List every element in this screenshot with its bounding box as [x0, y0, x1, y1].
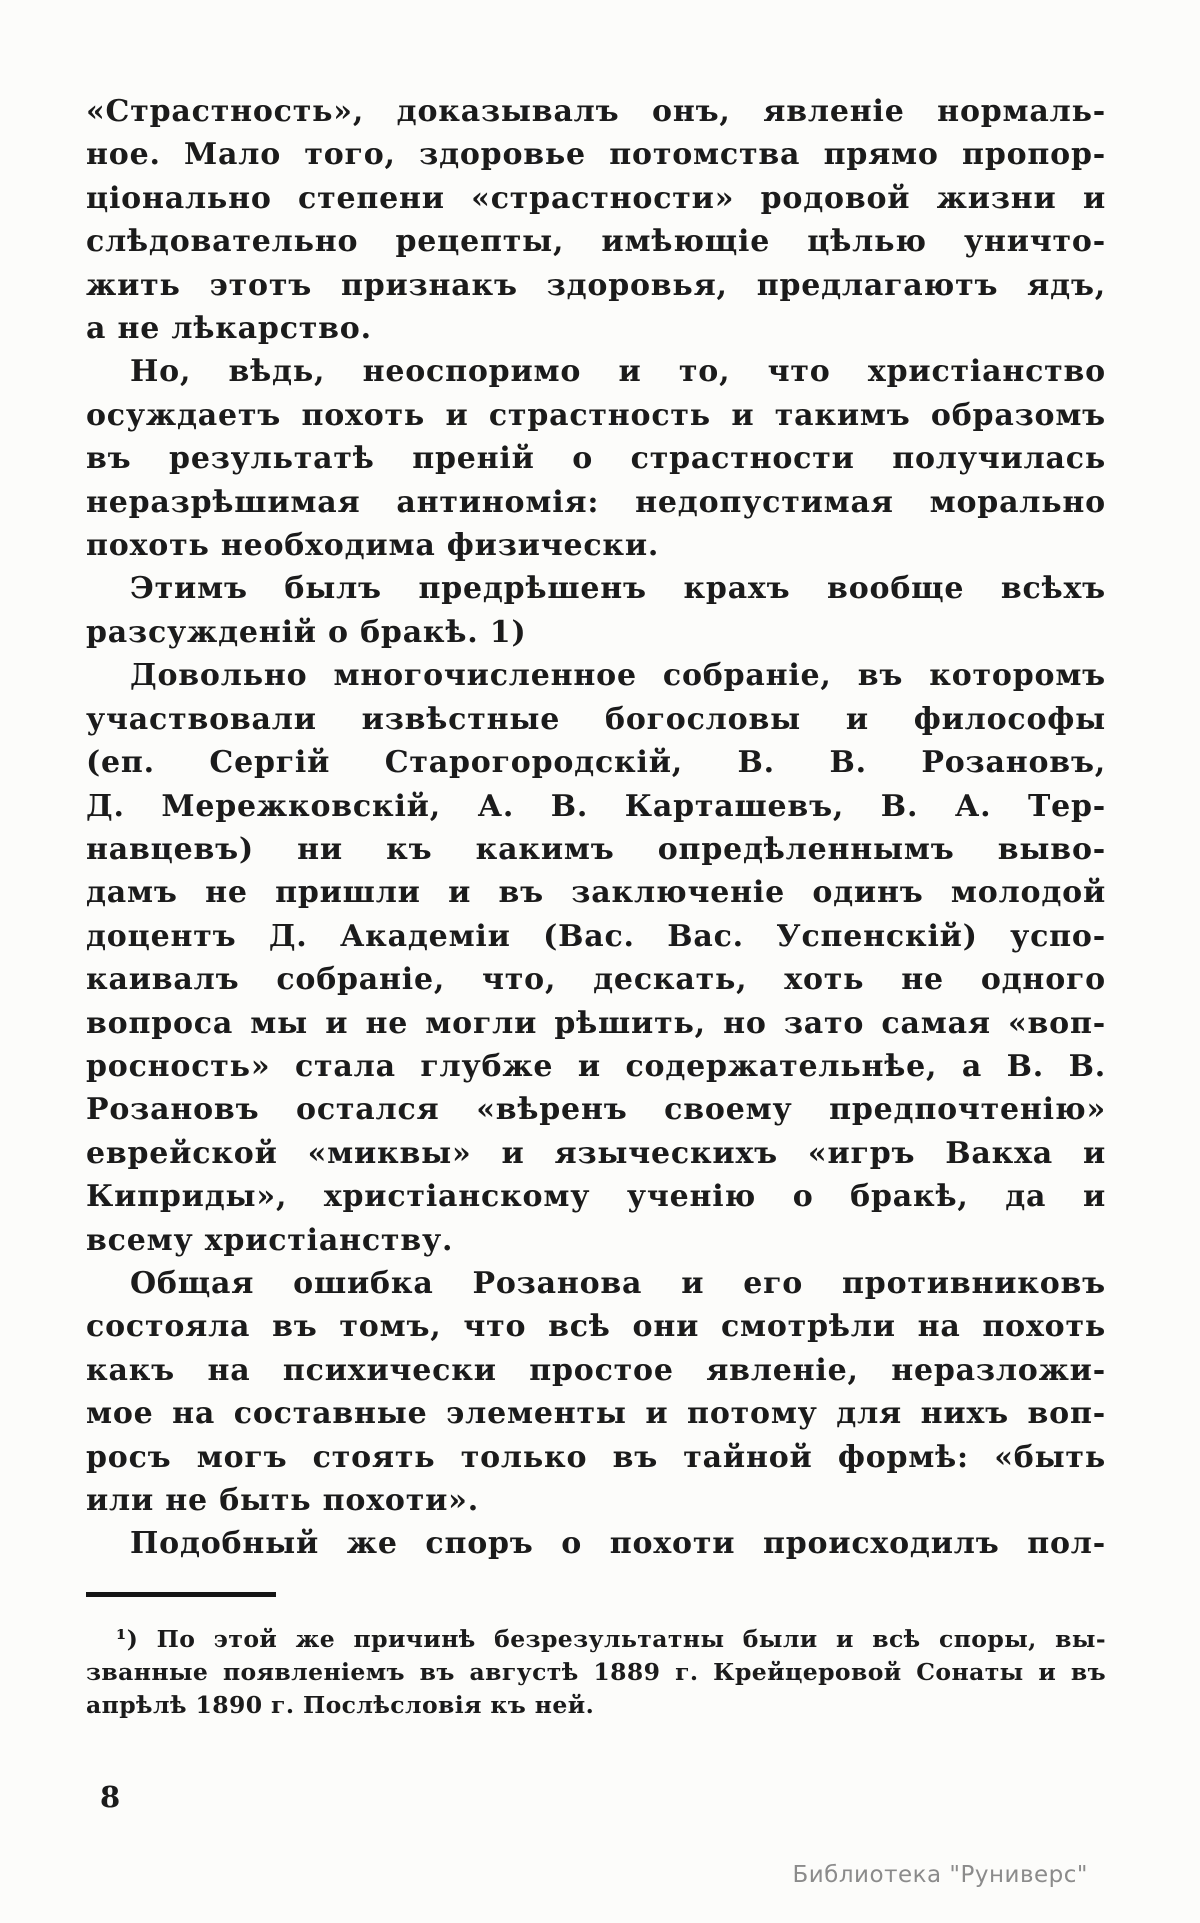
body-text-line: навцевъ) ни къ какимъ опредѣленнымъ выво-	[86, 831, 1106, 867]
footnote	[86, 1623, 1106, 1722]
body-text-line: осуждаетъ похоть и страстность и такимъ образомъ	[86, 397, 1106, 433]
body-text-line: Д. Мережковскій, А. В. Карташевъ, В. А. Тер-	[86, 788, 1106, 824]
body-text-line: Общая ошибка Розанова и его противниковъ	[130, 1265, 1106, 1301]
body-text-line: или не быть похоти».	[86, 1483, 479, 1518]
body-text-line: еврейской «миквы» и языческихъ «игръ Вакха и	[86, 1135, 1106, 1171]
body-text-line: Киприды», христіанскому ученію о бракѣ, да и	[86, 1179, 1106, 1215]
body-text-line: какъ на психически простое явленіе, неразложи-	[86, 1352, 1106, 1388]
body-text-line: ціонально степени «страстности» родовой жизни и	[86, 180, 1106, 216]
body-text-line: ное. Мало того, здоровье потомства прямо пропор-	[86, 137, 1106, 173]
body-text-line: слѣдовательно рецепты, имѣющіе цѣлью уничто-	[86, 224, 1106, 260]
body-text-line: Этимъ былъ предрѣшенъ крахъ вообще всѣхъ	[130, 571, 1106, 607]
body-text-line: мое на составные элементы и потому для нихъ воп-	[86, 1396, 1106, 1432]
body-text-line: а не лѣкарство.	[86, 311, 372, 347]
body-text-line: всему христіанству.	[86, 1222, 454, 1258]
text-block	[86, 90, 1106, 1722]
body-text-line: похоть необходима физически.	[86, 528, 660, 564]
footnote-text-line: ¹) По этой же причинѣ безрезультатны были и всѣ споры, вы-	[116, 1624, 1106, 1653]
body-text-line: каивалъ собраніе, что, дескать, хоть не одного	[86, 962, 1106, 998]
footnote-text-line: званные появленіемъ въ августѣ 1889 г. Крейцеровой Сонаты и въ	[86, 1657, 1106, 1686]
body-text-line: въ результатѣ преній о страстности получилась	[86, 441, 1106, 477]
body-text-line: Довольно многочисленное собраніе, въ которомъ	[130, 658, 1106, 694]
body-text-line: Розановъ остался «вѣренъ своему предпочтенію»	[86, 1092, 1106, 1128]
body-text-line: неразрѣшимая антиномія: недопустимая морально	[86, 484, 1106, 520]
body-text-line: «Страстность», доказывалъ онъ, явленіе нормаль-	[86, 94, 1106, 129]
body-text-line: (еп. Сергій Старогородскій, В. В. Розановъ,	[86, 745, 1106, 781]
body-text-line: доцентъ Д. Академіи (Вас. Вас. Успенскій) успо-	[86, 918, 1106, 954]
body-text-line: Подобный же споръ о похоти происходилъ пол-	[130, 1526, 1106, 1562]
body-text-line: росность» стала глубже и содержательнѣе, а В. В.	[86, 1048, 1106, 1084]
body-text-line: росъ могъ стоять только въ тайной формѣ: «быть	[86, 1439, 1106, 1475]
body-text-line: жить этотъ признакъ здоровья, предлагаютъ ядъ,	[86, 267, 1106, 303]
body-text-line: дамъ не пришли и въ заключеніе одинъ молодой	[86, 875, 1106, 911]
watermark-text: Библиотека "Руниверс"	[792, 1862, 1088, 1888]
body-text-line: участвовали извѣстные богословы и философы	[86, 701, 1106, 737]
footnote-divider	[86, 1592, 276, 1597]
page-number: 8	[100, 1780, 121, 1814]
body-text-line: Но, вѣдь, неоспоримо и то, что христіанство	[130, 354, 1106, 390]
body-text	[86, 90, 1106, 1566]
footnote-text-line: апрѣлѣ 1890 г. Послѣсловія къ ней.	[86, 1690, 595, 1719]
body-text-line: состояла въ томъ, что всѣ они смотрѣли на похоть	[86, 1309, 1106, 1345]
body-text-line: разсужденій о бракѣ. 1)	[86, 614, 527, 650]
body-text-line: вопроса мы и не могли рѣшить, но зато самая «воп-	[86, 1005, 1106, 1041]
